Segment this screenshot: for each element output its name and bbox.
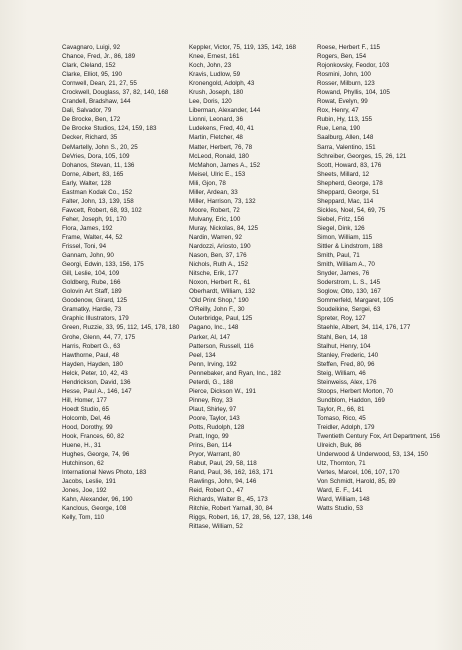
index-entry: Hutchinson, 62 [62, 460, 104, 468]
index-entry: Miller, Harrison, 73, 132 [189, 197, 256, 205]
index-entry: Ludekens, Fred, 40, 41 [189, 125, 254, 133]
index-entry: Rojonkovsky, Feodor, 103 [317, 62, 390, 70]
index-entry: Early, Walter, 128 [62, 179, 112, 187]
index-entry: Patterson, Russell, 116 [189, 342, 254, 350]
index-column-2 [189, 43, 314, 532]
index-entry: Grohe, Glenn, 44, 77, 175 [62, 333, 136, 341]
index-entry: Holcomb, Del, 46 [62, 414, 111, 422]
index-entry: Plaut, Shirley, 97 [189, 405, 237, 413]
index-entry: Stalhut, Henry, 104 [317, 342, 371, 350]
index-entry: Stanley, Frederic, 140 [317, 351, 379, 359]
index-entry: Ritchie, Robert Yarnall, 30, 84 [189, 505, 273, 513]
index-entry: Vertes, Marcel, 106, 107, 170 [317, 469, 400, 477]
index-entry: Mulvany, Eric, 100 [189, 215, 241, 223]
index-entry: Rittase, William, 52 [189, 523, 243, 531]
index-entry: Knee, Ernest, 161 [189, 53, 240, 61]
index-entry: Noxon, Herbert R., 61 [189, 279, 251, 287]
index-entry: Soglow, Otto, 130, 167 [317, 288, 381, 296]
index-entry: Fawcett, Robert, 68, 93, 102 [62, 206, 142, 214]
index-entry: Siebel, Fritz, 156 [317, 215, 365, 223]
index-entry: Crandell, Bradshaw, 144 [62, 98, 131, 106]
index-entry: Rabut, Paul, 29, 58, 118 [189, 460, 257, 468]
index-entry: Gill, Leslie, 104, 109 [62, 270, 120, 278]
index-entry: Hoedt Studio, 65 [62, 405, 109, 413]
index-entry: Flora, James, 192 [62, 224, 113, 232]
index-entry: McLeod, Ronald, 180 [189, 152, 249, 160]
index-entry: Helck, Peter, 10, 42, 43 [62, 369, 128, 377]
index-entry: Frissel, Toni, 94 [62, 243, 107, 251]
index-entry: Twentieth Century Fox, Art Department, 156 [317, 433, 440, 441]
index-entry: Dali, Salvador, 79 [62, 107, 112, 115]
index-entry: Utz, Thornton, 71 [317, 460, 366, 468]
index-entry: Sheets, Millard, 12 [317, 170, 370, 178]
index-entry: Georgi, Edwin, 133, 156, 175 [62, 261, 144, 269]
index-entry: "Old Print Shop," 190 [189, 297, 249, 305]
index-entry: Sarra, Valentino, 151 [317, 143, 376, 151]
index-entry: Decker, Richard, 35 [62, 134, 118, 142]
index-entry: Falter, John, 13, 139, 158 [62, 197, 134, 205]
index-entry: Hayden, Hayden, 180 [62, 360, 123, 368]
index-entry: Sheppard, George, 51 [317, 188, 380, 196]
index-entry: Spreter, Roy, 127 [317, 315, 366, 323]
index-entry: Hesse, Paul A., 146, 147 [62, 387, 132, 395]
index-entry: Richards, Walter B., 45, 173 [189, 496, 268, 504]
index-entry: Mili, Gjon, 78 [189, 179, 226, 187]
index-entry: Goldberg, Rube, 166 [62, 279, 121, 287]
index-entry: Pryor, Warrant, 80 [189, 451, 240, 459]
index-entry: Smith, Paul, 71 [317, 252, 360, 260]
index-entry: Ulreich, Buk, 86 [317, 442, 362, 450]
index-entry: Stoops, Herbert Morton, 70 [317, 387, 393, 395]
index-entry: Eastman Kodak Co., 152 [62, 188, 133, 196]
index-entry: Chance, Fred, Jr., 86, 189 [62, 53, 136, 61]
index-entry: Reid, Robert O., 47 [189, 487, 244, 495]
index-entry: Kelly, Tom, 110 [62, 514, 105, 522]
index-entry: Rue, Lena, 190 [317, 125, 361, 133]
index-entry: Dorne, Albert, 83, 165 [62, 170, 124, 178]
index-entry: Nason, Ben, 37, 176 [189, 252, 247, 260]
index-entry: Soderstrom, L. S., 145 [317, 279, 381, 287]
index-entry: DeMartelly, John S., 20, 25 [62, 143, 138, 151]
index-entry: Scott, Howard, 83, 176 [317, 161, 382, 169]
index-entry: Sommerfeld, Margaret, 105 [317, 297, 394, 305]
index-entry: Potts, Rudolph, 128 [189, 423, 245, 431]
index-entry: Harris, Robert G., 63 [62, 342, 121, 350]
index-entry: Golovin Art Staff, 189 [62, 288, 122, 296]
index-entry: Liberman, Alexander, 144 [189, 107, 261, 115]
index-entry: DeVries, Dora, 105, 109 [62, 152, 130, 160]
index-entry: Tomaso, Rico, 45 [317, 414, 366, 422]
index-entry: Nichols, Ruth A., 152 [189, 261, 248, 269]
index-entry: Riggs, Robert, 16, 17, 28, 56, 127, 138, 146 [189, 514, 313, 522]
index-entry: Lee, Doris, 120 [189, 98, 232, 106]
index-entry: Rowat, Evelyn, 99 [317, 98, 368, 106]
index-entry: Soudeikine, Sergei, 63 [317, 306, 381, 314]
index-entry: Gannam, John, 90 [62, 252, 114, 260]
index-entry: McMahon, James A., 152 [189, 161, 261, 169]
index-entry: Prins, Ben, 114 [189, 442, 232, 450]
index-entry: Matter, Herbert, 76, 78 [189, 143, 253, 151]
index-entry: Gramatky, Hardie, 73 [62, 306, 122, 314]
index-entry: Pennebaker, and Ryan, Inc., 182 [189, 369, 281, 377]
index-entry: Peel, 134 [189, 351, 216, 359]
index-entry: Simon, William, 115 [317, 233, 373, 241]
index-entry: International News Photo, 183 [62, 469, 147, 477]
index-entry: Steinweiss, Alex, 176 [317, 378, 377, 386]
index-entry: Penn, Irving, 192 [189, 360, 237, 368]
index-entry: Nardin, Warren, 92 [189, 233, 242, 241]
index-entry: Kahn, Alexander, 96, 190 [62, 496, 133, 504]
index-entry: Lionni, Leonard, 36 [189, 116, 243, 124]
index-entry: Pagano, Inc., 148 [189, 324, 239, 332]
index-entry: Sheppard, Mac, 114 [317, 197, 374, 205]
index-entry: Jacobs, Leslie, 191 [62, 478, 116, 486]
index-entry: Saalburg, Allen, 148 [317, 134, 374, 142]
index-entry: Graphic Illustrators, 179 [62, 315, 129, 323]
index-entry: Goodenow, Girard, 125 [62, 297, 128, 305]
index-entry: O'Reilly, John F., 30 [189, 306, 245, 314]
index-entry: Frame, Walter, 44, 52 [62, 233, 123, 241]
index-entry: Kanclous, George, 108 [62, 505, 127, 513]
index-column-1 [62, 43, 187, 522]
index-entry: Pinney, Roy, 33 [189, 396, 233, 404]
index-entry: Muray, Nickolas, 84, 125 [189, 224, 258, 232]
index-entry: Meisel, Ulric E., 153 [189, 170, 246, 178]
index-entry: Taylor, R., 66, 81 [317, 405, 365, 413]
index-entry: Keppler, Victor, 75, 119, 135, 142, 168 [189, 44, 296, 51]
index-entry: Green, Ruzzie, 33, 95, 112, 145, 178, 180 [62, 324, 180, 332]
index-entry: Smith, William A., 70 [317, 261, 375, 269]
index-entry: Dohanos, Stevan, 11, 136 [62, 161, 135, 169]
index-entry: Nardozzi, Ariosto, 190 [189, 243, 251, 251]
index-entry: Steffen, Fred, 80, 96 [317, 360, 375, 368]
index-entry: Parker, Al, 147 [189, 333, 231, 341]
index-entry: Rand, Paul, 36, 162, 163, 171 [189, 469, 274, 477]
index-entry: Rosmini, John, 100 [317, 71, 371, 79]
index-entry: Rowand, Phyllis, 104, 105 [317, 89, 390, 97]
index-entry: Peterdi, G., 188 [189, 378, 234, 386]
index-entry: Krush, Joseph, 180 [189, 89, 244, 97]
index-entry: De Brocke Studios, 124, 159, 183 [62, 125, 157, 133]
index-entry: Outerbridge, Paul, 125 [189, 315, 253, 323]
index-entry: Clark, Cleland, 152 [62, 62, 116, 70]
index-entry: Hughes, George, 74, 96 [62, 451, 130, 459]
index-entry: Cavagnaro, Luigi, 92 [62, 44, 121, 51]
index-entry: Hood, Dorothy, 99 [62, 423, 113, 431]
index-entry: Steig, William, 46 [317, 369, 366, 377]
index-entry: Schreiber, Georges, 15, 26, 121 [317, 152, 407, 160]
index-entry: Poore, Taylor, 143 [189, 414, 240, 422]
index-entry: Crockwell, Douglass, 37, 82, 140, 168 [62, 89, 169, 97]
index-entry: Sittler & Lindstrom, 188 [317, 243, 383, 251]
index-entry: Hawthorne, Paul, 48 [62, 351, 120, 359]
index-entry: Rosser, Milburn, 123 [317, 80, 375, 88]
index-entry: Huene, H., 31 [62, 442, 101, 450]
index-entry: Watts Studio, 53 [317, 505, 364, 513]
index-entry: Hook, Frances, 60, 82 [62, 433, 125, 441]
index-entry: Koch, John, 23 [189, 62, 232, 70]
index-entry: Jones, Joe, 192 [62, 487, 107, 495]
index-entry: Moore, Robert, 72 [189, 206, 240, 214]
index-entry: Pierce, Dickson W., 191 [189, 387, 256, 395]
index-entry: Kronengold, Adolph, 43 [189, 80, 255, 88]
index-entry: Feher, Joseph, 91, 170 [62, 215, 127, 223]
index-entry: Oberhardt, William, 132 [189, 288, 256, 296]
index-entry: Cornwell, Dean, 21, 27, 55 [62, 80, 137, 88]
index-entry: Martin, Fletcher, 48 [189, 134, 243, 142]
index-entry: Sundblom, Haddon, 169 [317, 396, 385, 404]
index-entry: Treidler, Adolph, 179 [317, 423, 375, 431]
index-entry: Rawlings, John, 94, 146 [189, 478, 257, 486]
index-entry: Sickles, Noel, 54, 69, 75 [317, 206, 386, 214]
index-entry: Pratt, Ingo, 99 [189, 433, 229, 441]
index-entry: Clarke, Elliot, 95, 190 [62, 71, 123, 79]
index-entry: Snyder, James, 76 [317, 270, 370, 278]
index-entry: Von Schmidt, Harold, 85, 89 [317, 478, 396, 486]
index-entry: Ward, E. F., 141 [317, 487, 363, 495]
index-entry: Ward, William, 148 [317, 496, 370, 504]
index-entry: Stahl, Ben, 14, 18 [317, 333, 368, 341]
index-entry: Roese, Herbert F., 115 [317, 44, 381, 51]
index-entry: Rox, Henry, 47 [317, 107, 359, 115]
index-entry: Kravis, Ludlow, 59 [189, 71, 241, 79]
index-entry: Rogers, Ben, 154 [317, 53, 367, 61]
index-entry: De Brocke, Ben, 172 [62, 116, 121, 124]
index-entry: Miller, Ardean, 33 [189, 188, 238, 196]
index-entry: Underwood & Underwood, 53, 134, 150 [317, 451, 428, 459]
index-entry: Hendrickson, David, 136 [62, 378, 131, 386]
index-entry: Hill, Homer, 177 [62, 396, 107, 404]
index-column-3 [317, 43, 442, 513]
index-entry: Shepherd, George, 178 [317, 179, 383, 187]
index-entry: Staehle, Albert, 34, 114, 176, 177 [317, 324, 411, 332]
index-entry: Rubin, Hy, 113, 155 [317, 116, 372, 124]
index-entry: Siegel, Dink, 126 [317, 224, 365, 232]
index-entry: Nitsche, Erik, 177 [189, 270, 239, 278]
